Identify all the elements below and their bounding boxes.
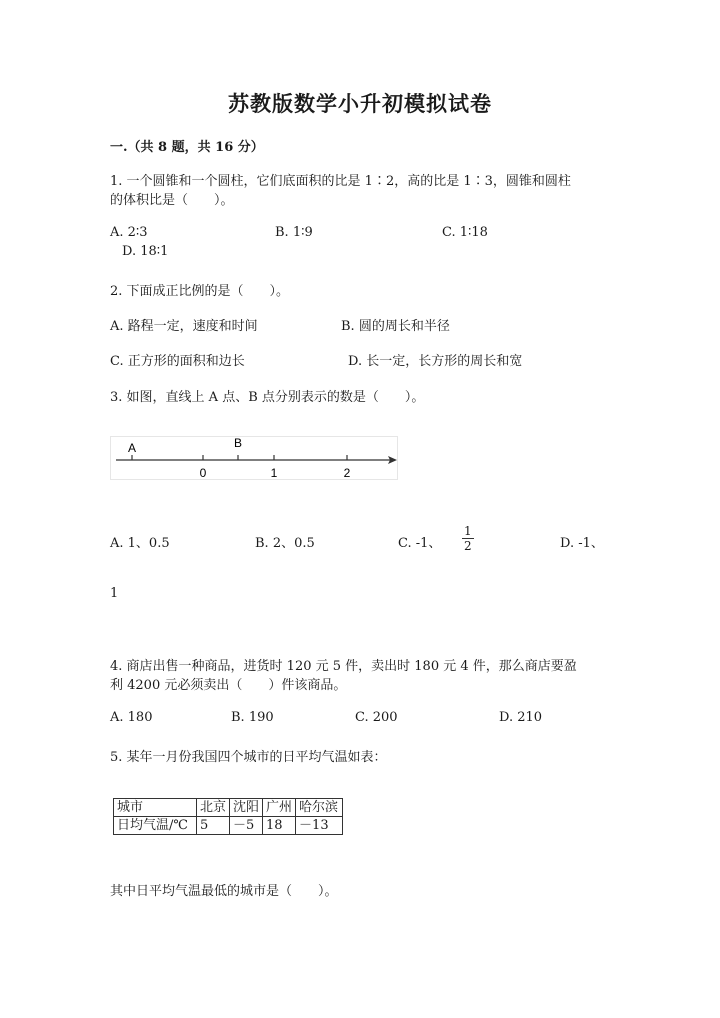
q4-option-a: A. 180 <box>110 710 153 725</box>
temperature-table-wrap <box>113 798 343 835</box>
table-cell: 城市 <box>114 799 197 817</box>
q3-option-c-fraction <box>462 524 474 553</box>
question-1-line-2: 的体积比是（ ）。 <box>110 193 234 208</box>
question-2-text: 2. 下面成正比例的是（ ）。 <box>110 284 290 299</box>
q3-option-d: D. -1、 <box>560 536 604 551</box>
q3-option-a: A. 1、0.5 <box>110 536 170 551</box>
q4-option-b: B. 190 <box>231 710 274 725</box>
q1-option-c: C. 1∶18 <box>442 225 488 240</box>
q1-option-a: A. 2∶3 <box>110 225 148 240</box>
question-3-text: 3. 如图，直线上 A 点、B 点分别表示的数是（ ）。 <box>110 390 425 405</box>
tick-label-1: 1 <box>270 466 278 480</box>
tick-label-0: 0 <box>199 466 207 480</box>
q2-option-c: C. 正方形的面积和边长 <box>110 354 245 369</box>
table-cell: 北京 <box>197 799 230 817</box>
q2-option-b: B. 圆的周长和半径 <box>341 319 450 334</box>
question-1-line-1: 1. 一个圆锥和一个圆柱，它们底面积的比是 1∶2，高的比是 1∶3，圆锥和圆柱 <box>110 174 571 189</box>
tick-label-2: 2 <box>343 466 351 480</box>
q2-option-d: D. 长一定，长方形的周长和宽 <box>348 354 523 369</box>
q3-option-c-prefix: C. -1、 <box>398 536 442 551</box>
q4-option-c: C. 200 <box>355 710 398 725</box>
table-row <box>114 817 343 835</box>
temperature-table <box>113 798 343 835</box>
q4-option-d: D. 210 <box>499 710 543 725</box>
point-b-label: B <box>233 436 243 450</box>
table-cell: －13 <box>296 817 343 835</box>
table-header-row <box>114 799 343 817</box>
q2-option-a: A. 路程一定，速度和时间 <box>110 319 258 334</box>
fraction-denominator: 2 <box>464 539 472 553</box>
question-5-text: 5. 某年一月份我国四个城市的日平均气温如表： <box>110 750 387 765</box>
question-4-line-1: 4. 商店出售一种商品，进货时 120 元 5 件，卖出时 180 元 4 件，那么商店要盈 <box>110 659 577 674</box>
number-line-figure <box>110 436 398 480</box>
q1-option-d: D. 18∶1 <box>122 244 169 259</box>
q3-option-b: B. 2、0.5 <box>255 536 315 551</box>
q3-option-d-continuation: 1 <box>110 586 119 601</box>
question-5-prompt: 其中日平均气温最低的城市是（ ）。 <box>110 884 338 899</box>
table-cell: 广州 <box>263 799 296 817</box>
table-cell: 18 <box>263 817 296 835</box>
question-4-line-2: 利 4200 元必须卖出（ ）件该商品。 <box>110 678 347 693</box>
table-cell: －5 <box>230 817 263 835</box>
table-cell: 日均气温/℃ <box>114 817 197 835</box>
table-cell: 哈尔滨 <box>296 799 343 817</box>
page-title: 苏教版数学小升初模拟试卷 <box>228 91 492 116</box>
q1-option-b: B. 1∶9 <box>275 225 313 240</box>
table-cell: 5 <box>197 817 230 835</box>
fraction-numerator: 1 <box>464 524 472 538</box>
section-heading: 一.（共 8 题，共 16 分） <box>110 140 264 155</box>
point-a-label: A <box>127 441 137 455</box>
table-cell: 沈阳 <box>230 799 263 817</box>
figure-frame <box>111 437 398 480</box>
